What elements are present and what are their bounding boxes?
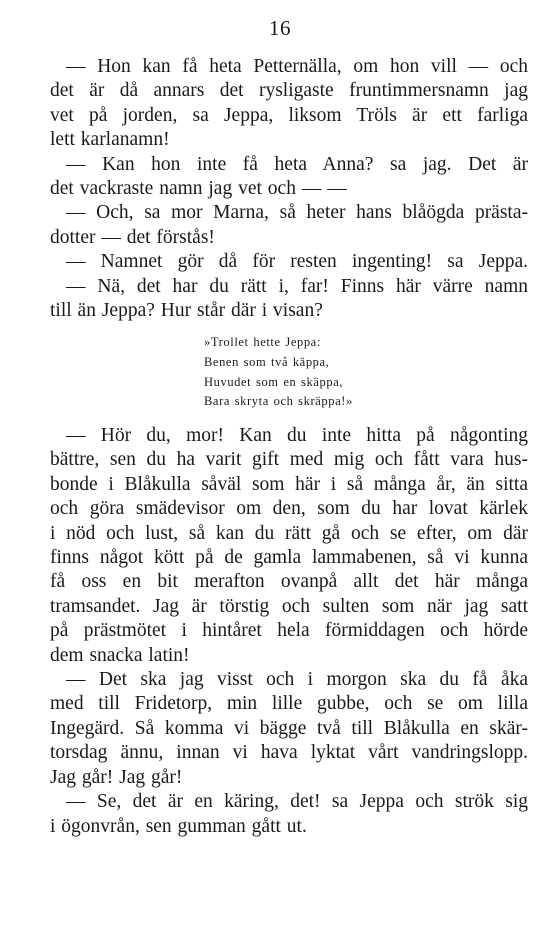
text-line: och göra smädevisor om den, som du har lovat kärlek	[50, 498, 528, 520]
text-line: vet på jorden, sa Jeppa, liksom Tröls är ett farliga	[50, 104, 528, 126]
text-line: — Kan hon inte få heta Anna? sa jag. Det är	[66, 153, 528, 175]
text-line: — Nä, det har du rätt i, far! Finns här värre namn	[66, 275, 528, 297]
text-line: — Hör du, mor! Kan du inte hitta på någonting	[66, 425, 528, 446]
text-line: med till Fridetorp, min lille gubbe, och se om lilla	[50, 693, 528, 715]
text-line: dotter — det förstås!	[50, 226, 215, 248]
verse-quote	[204, 333, 353, 412]
text-line: det är då annars det rysligaste fruntimmersnamn jag	[50, 80, 528, 102]
verse-line: »Trollet hette Jeppa:	[204, 335, 321, 349]
text-line: till än Jeppa? Hur står där i visan?	[50, 300, 323, 322]
text-line: bonde i Blåkulla såväl som här i så många år, än sitta	[50, 473, 528, 495]
text-line: Ingegärd. Så komma vi bägge två till Blåkulla en skär-	[50, 717, 528, 739]
text-line: det vackraste namn jag vet och — —	[50, 178, 347, 200]
text-line: bättre, sen du ha varit gift med mig och fått vara hus-	[50, 449, 528, 471]
text-line: finns något kött på de gamla lammabenen, så vi kunna	[50, 547, 528, 569]
text-line: lett karlanamn!	[50, 129, 170, 151]
text-block-upper	[50, 55, 528, 323]
text-line: Jag går! Jag går!	[50, 766, 183, 788]
text-line: tramsandet. Jag är törstig och sulten som när jag satt	[50, 595, 528, 617]
text-line: — Namnet gör då för resten ingenting! sa Jeppa.	[66, 251, 528, 273]
text-line: — Och, sa mor Marna, så heter hans blåögda prästa-	[66, 202, 528, 224]
text-line: få oss en bit merafton ovanpå allt det här många	[50, 571, 528, 593]
paragraph-lower	[50, 424, 528, 839]
text-block-lower	[50, 424, 528, 839]
text-line: i ögonvrån, sen gumman gått ut.	[50, 815, 307, 837]
text-line: — Hon kan få heta Petternälla, om hon vill — och	[66, 56, 528, 77]
text-line: — Se, det är en käring, det! sa Jeppa och strök sig	[66, 791, 528, 813]
paragraph-upper	[50, 55, 528, 323]
text-line: dem snacka latin!	[50, 644, 190, 666]
verse-line: Bara skryta och skräppa!»	[204, 394, 353, 409]
text-line: — Det ska jag visst och i morgon ska du få åka	[66, 669, 528, 691]
text-line: torsdag ännu, innan vi hava lyktat vårt vandringslopp.	[50, 742, 528, 764]
text-line: i nöd och lust, så kan du rätt gå och se efter, om där	[50, 522, 528, 544]
text-line: på prästmötet i hintåret hela förmiddagen och hörde	[50, 620, 528, 642]
verse-line: Benen som två käppa,	[204, 354, 330, 369]
verse-line: Huvudet som en skäppa,	[204, 374, 344, 389]
page-number: 16	[269, 16, 291, 40]
